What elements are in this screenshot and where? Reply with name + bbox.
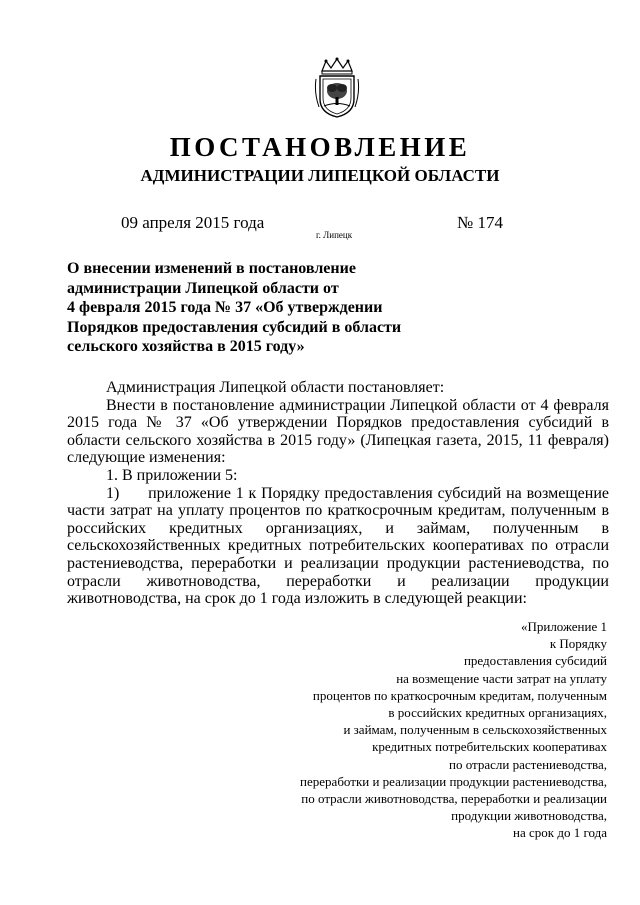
document-body [67, 379, 613, 608]
heading-line: О внесении изменений в постановление [67, 260, 356, 277]
heading-line: Порядков предоставления субсидий в области [67, 318, 402, 336]
appendix-line: и займам, полученным в сельскохозяйственных [343, 722, 607, 738]
appendix-line: «Приложение 1 [520, 619, 607, 634]
document-title: ПОСТАНОВЛЕНИЕ [169, 132, 471, 162]
appendix-line: по отрасли животноводства, переработки и реализации [301, 791, 607, 807]
lipetsk-coat-of-arms-icon [314, 57, 360, 119]
document-date: 09 апреля 2015 года [121, 213, 265, 232]
appendix-line: по отрасли растениеводства, [448, 756, 607, 772]
appendix-line: кредитных потребительских кооперативах [372, 739, 607, 755]
heading-line: сельского хозяйства в 2015 году» [67, 338, 305, 355]
heading-line: 4 февраля 2015 года № 37 «Об утверждении [67, 299, 383, 316]
appendix-line: в российских кредитных организациях, [388, 705, 607, 721]
appendix-line: продукции животноводства, [451, 808, 607, 824]
appendix-line: процентов по краткосрочным кредитам, полученным [312, 687, 607, 703]
appendix-line: к Порядку [549, 636, 607, 652]
appendix-line: на возмещение части затрат на уплату [396, 670, 607, 686]
heading-line: администрации Липецкой области от [67, 279, 339, 297]
document-issuer: АДМИНИСТРАЦИИ ЛИПЕЦКОЙ ОБЛАСТИ [140, 166, 500, 185]
body-paragraph: Администрация Липецкой области постановляет: [106, 379, 445, 396]
appendix-line: переработки и реализации продукции растениеводства, [300, 773, 607, 789]
appendix-line: на срок до 1 года [513, 825, 607, 841]
body-paragraph: 1) приложение 1 к Порядку предоставления субсидий на возмещение части затрат на уплату процентов по краткосрочным кредитам, полученным в российских кредитных организациях, и займам, полученным в сельскохозяйственных кредитных потребительских кооперативах по отрасли растениеводства, переработки и реализации продукции растениеводства, по отрасли животноводства, переработки и реализации продукции животноводства, на срок до 1 года изложить в следующей реакции: [67, 484, 613, 608]
appendix-header [300, 618, 607, 842]
document-heading [67, 259, 407, 357]
appendix-line: предоставления субсидий [463, 653, 607, 669]
document-city: г. Липецк [316, 230, 353, 240]
body-paragraph: 1. В приложении 5: [106, 466, 238, 484]
body-paragraph: Внести в постановление администрации Липецкой области от 4 февраля 2015 года № 37 «Об утверждении Порядков предоставления субсидий в области сельского хозяйства в 2015 году» (Липецкая газета, 2015, 11 февраля) следующие изменения: [67, 396, 609, 467]
document-number: № 174 [457, 213, 503, 232]
